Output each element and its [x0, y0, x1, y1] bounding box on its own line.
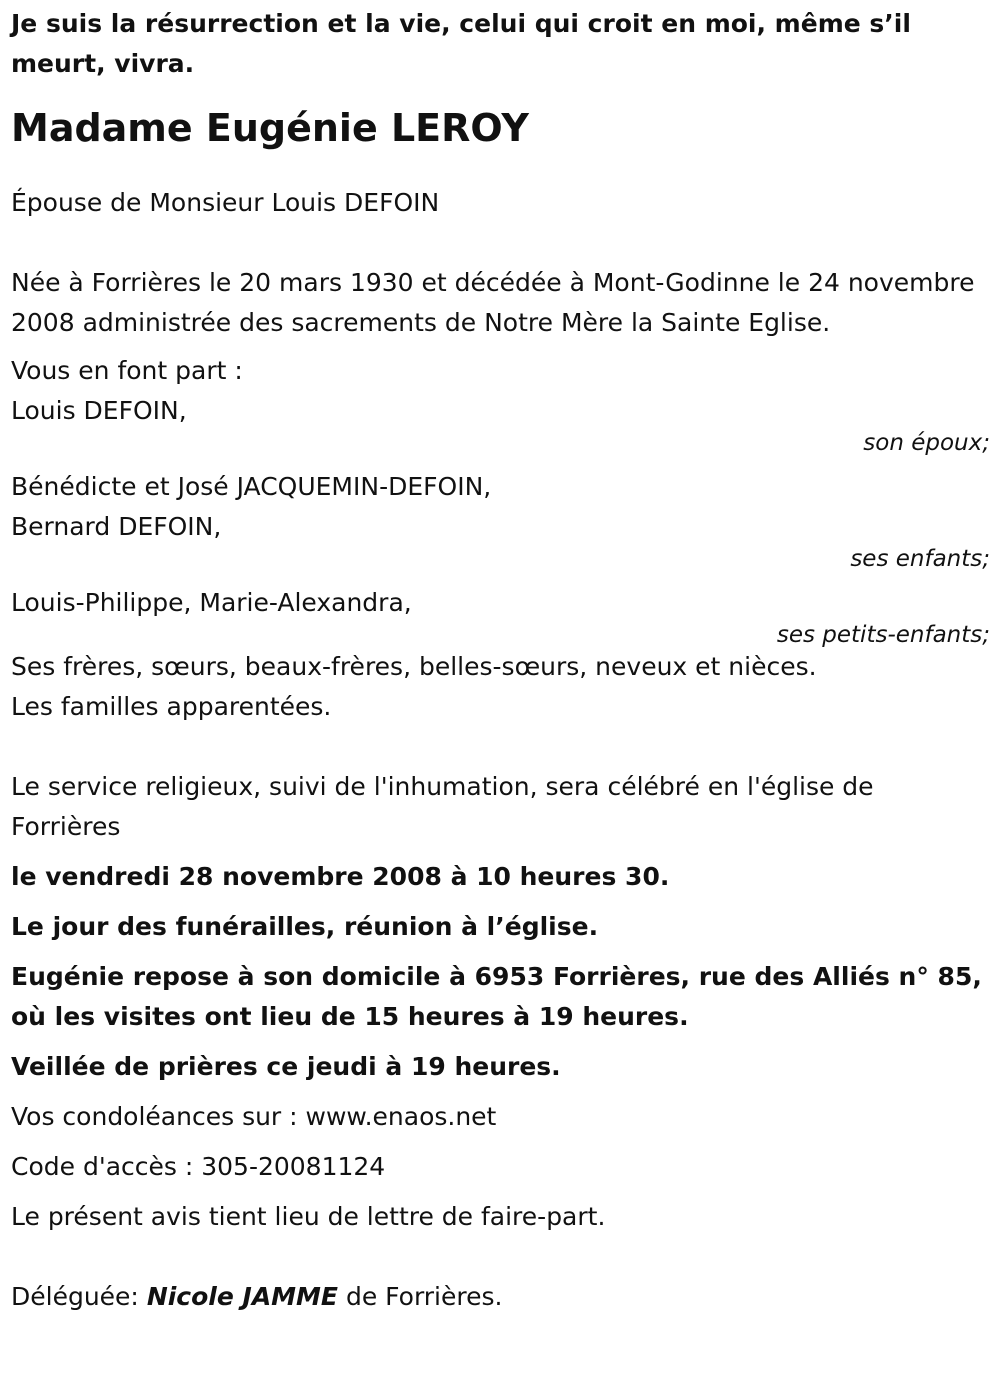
obituary-page	[0, 4, 1000, 1378]
family-group-children	[11, 467, 990, 571]
family-group-spouse	[11, 391, 990, 455]
condolences-text: Vos condoléances sur : www.enaos.net	[11, 1102, 497, 1131]
deceased-name: Madame Eugénie LEROY	[11, 106, 529, 150]
delegate-suffix: de Forrières.	[338, 1282, 503, 1311]
family-member-name: Bernard DEFOIN,	[11, 512, 222, 541]
service-text: Le service religieux, suivi de l'inhumation, sera célébré en l'église de Forrières	[11, 772, 874, 841]
vigil-text: Veillée de prières ce jeudi à 19 heures.	[11, 1052, 561, 1081]
delegate-name: Nicole JAMME	[146, 1282, 339, 1311]
family-group-grandchildren	[11, 583, 990, 647]
family-relation: ses enfants;	[850, 546, 990, 572]
notice-text: Le présent avis tient lieu de lettre de faire-part.	[11, 1202, 606, 1231]
delegate-line	[11, 1277, 990, 1317]
spouse-line: Épouse de Monsieur Louis DEFOIN	[11, 188, 440, 217]
family-relation: ses petits-enfants;	[776, 622, 990, 648]
family-member-name: Louis-Philippe, Marie-Alexandra,	[11, 588, 412, 617]
rest-text: Eugénie repose à son domicile à 6953 Forrières, rue des Alliés n° 85, où les visites ont lieu de 15 heures à 19 heures.	[11, 962, 982, 1031]
siblings-line: Ses frères, sœurs, beaux-frères, belles-sœurs, neveux et nièces.	[11, 652, 817, 681]
announce-intro: Vous en font part :	[11, 356, 243, 385]
family-relation: son époux;	[863, 430, 990, 456]
birth-death-text: Née à Forrières le 20 mars 1930 et décédée à Mont-Godinne le 24 novembre 2008 administrée des sacrements de Notre Mère la Sainte Eglise.	[11, 268, 975, 337]
family-member-name: Bénédicte et José JACQUEMIN-DEFOIN,	[11, 472, 492, 501]
delegate-label: Déléguée:	[11, 1282, 147, 1311]
bible-verse: Je suis la résurrection et la vie, celui qui croit en moi, même s’il meurt, vivra.	[11, 9, 911, 78]
meeting-text: Le jour des funérailles, réunion à l’église.	[11, 912, 599, 941]
families-line: Les familles apparentées.	[11, 692, 332, 721]
access-code-text: Code d'accès : 305-20081124	[11, 1152, 386, 1181]
family-member-name: Louis DEFOIN,	[11, 396, 187, 425]
service-date: le vendredi 28 novembre 2008 à 10 heures 30.	[11, 862, 670, 891]
